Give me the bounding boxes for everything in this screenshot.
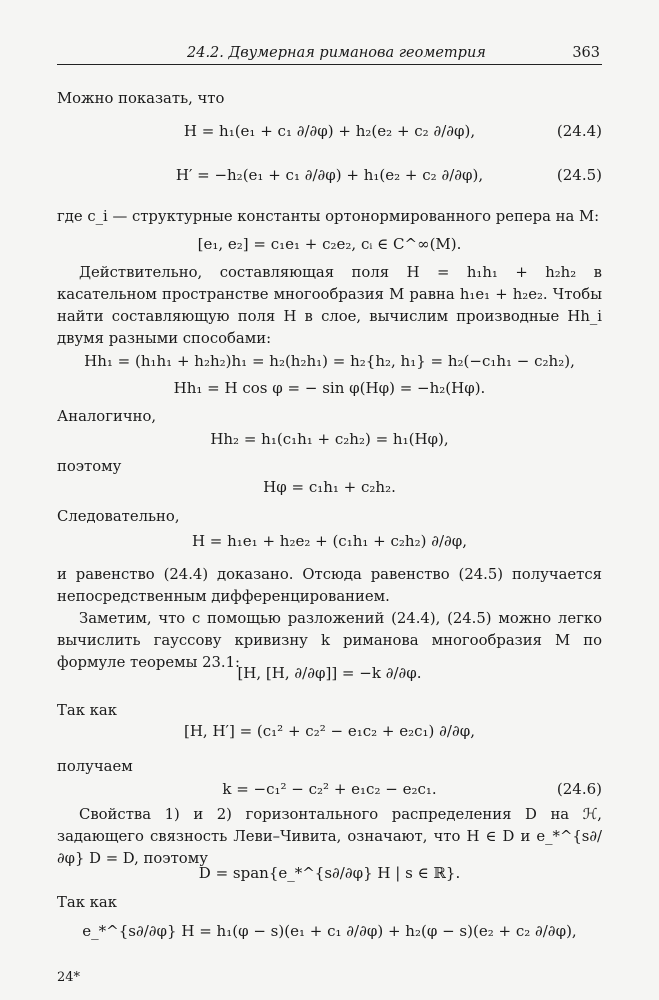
paragraph-properties: Свойства 1) и 2) горизонтального распределения D на ℋ, задающего связность Леви–Чивита, означают, что H ∈ D и e_*^{s∂/∂φ} D = D, поэтому bbox=[57, 806, 602, 867]
page bbox=[57, 40, 602, 985]
paragraph-consequently: Следовательно, bbox=[57, 508, 180, 525]
equation-24-6 bbox=[57, 778, 602, 800]
paragraph-intro: Можно показать, что bbox=[57, 90, 225, 107]
paragraph-proved: и равенство (24.4) доказано. Отсюда равенство (24.5) получается непосредственным дифференцированием. bbox=[57, 566, 602, 605]
paragraph-note: Заметим, что с помощью разложений (24.4), (24.5) можно легко вычислить гауссову кривизну k риманова многообразия M по формуле теоремы 23.1: bbox=[57, 610, 602, 671]
paragraph-indeed: Действительно, составляющая поля H = h₁h₁ + h₂h₂ в касательном пространстве многообразия M равна h₁e₁ + h₂e₂. Чтобы найти составляющую поля H в слое, вычислим производные Hh_i двумя разными способами: bbox=[57, 264, 602, 347]
equation-D-span: D = span{e_*^{s∂/∂φ} H | s ∈ ℝ}. bbox=[198, 864, 461, 882]
paragraph-obtain: получаем bbox=[57, 758, 133, 775]
paragraph-structure-constants: где c_i — структурные константы ортонормированного репера на M: bbox=[57, 208, 600, 225]
equation-hh1-a: Hh₁ = (h₁h₁ + h₂h₂)h₁ = h₂(h₂h₁) = h₂{h₂, h₁} = h₂(−c₁h₁ − c₂h₂), bbox=[84, 352, 575, 370]
equation-HH-prime: [H, H′] = (c₁² + c₂² − e₁c₂ + e₂c₁) ∂/∂φ, bbox=[184, 722, 475, 740]
equation-24-4 bbox=[57, 120, 602, 142]
equation-24-6-number: (24.6) bbox=[556, 780, 602, 798]
paragraph-since-2: Так как bbox=[57, 894, 117, 911]
paragraph-similarly: Аналогично, bbox=[57, 408, 157, 425]
equation-H: H = h₁e₁ + h₂e₂ + (c₁h₁ + c₂h₂) ∂/∂φ, bbox=[191, 532, 468, 550]
running-header bbox=[57, 40, 602, 65]
equation-hphi: Hφ = c₁h₁ + c₂h₂. bbox=[263, 478, 396, 496]
signature-mark: 24* bbox=[57, 970, 81, 985]
section-title: 24.2. Двумерная риманова геометрия bbox=[187, 45, 486, 61]
equation-24-6-body: k = −c₁² − c₂² + e₁c₂ − e₂c₁. bbox=[222, 780, 437, 798]
equation-24-5 bbox=[57, 164, 602, 186]
equation-last: e_*^{s∂/∂φ} H = h₁(φ − s)(e₁ + c₁ ∂/∂φ) + h₂(φ − s)(e₂ + c₂ ∂/∂φ), bbox=[82, 922, 577, 940]
equation-24-5-number: (24.5) bbox=[556, 166, 602, 184]
page-number: 363 bbox=[572, 45, 600, 61]
equation-24-4-body: H = h₁(e₁ + c₁ ∂/∂φ) + h₂(e₂ + c₂ ∂/∂φ), bbox=[183, 122, 476, 140]
paragraph-therefore: поэтому bbox=[57, 458, 122, 475]
equation-hh1-b: Hh₁ = H cos φ = − sin φ(Hφ) = −h₂(Hφ). bbox=[173, 379, 486, 397]
equation-24-5-body: H′ = −h₂(e₁ + c₁ ∂/∂φ) + h₁(e₂ + c₂ ∂/∂φ), bbox=[175, 166, 484, 184]
equation-hh2: Hh₂ = h₁(c₁h₁ + c₂h₂) = h₁(Hφ), bbox=[210, 430, 449, 448]
paragraph-since-1: Так как bbox=[57, 702, 117, 719]
equation-24-4-number: (24.4) bbox=[556, 122, 602, 140]
equation-curvature: [H, [H, ∂/∂φ]] = −k ∂/∂φ. bbox=[237, 664, 422, 682]
equation-bracket: [e₁, e₂] = c₁e₁ + c₂e₂, cᵢ ∈ C^∞(M). bbox=[197, 235, 462, 253]
